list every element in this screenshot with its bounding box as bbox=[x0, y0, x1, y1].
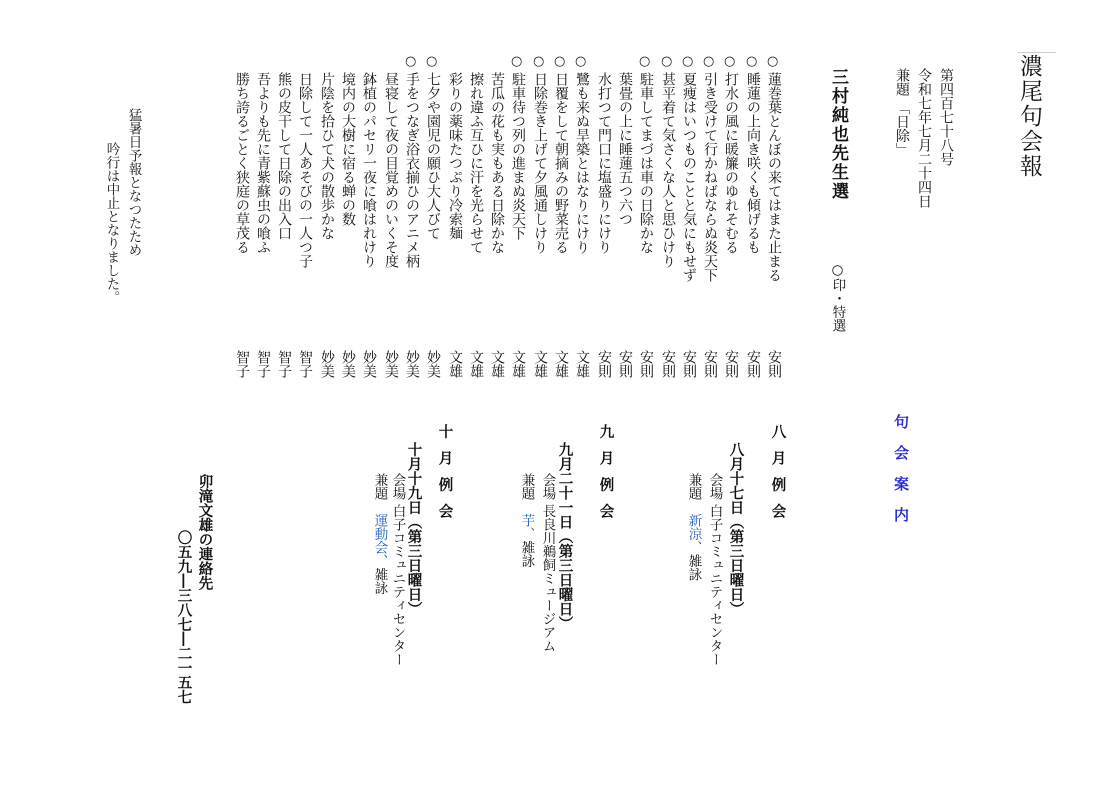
haiku-text: 葉畳の上に睡蓮五つ六つ bbox=[617, 72, 633, 226]
special-mark: ○ bbox=[405, 54, 417, 69]
haiku-text: 手をつなぎ浴衣揃ひのアニメ柄 bbox=[404, 72, 420, 268]
haiku-text: 日覆をして朝摘みの野菜売る bbox=[553, 72, 569, 254]
haiku-author: 妙美 bbox=[404, 350, 420, 378]
theme-rest: 雑詠 bbox=[685, 554, 702, 581]
special-mark: ○ bbox=[703, 54, 715, 69]
special-mark: ○ bbox=[533, 54, 545, 69]
haiku-author: 智子 bbox=[255, 350, 271, 378]
haiku-author: 文雄 bbox=[489, 350, 505, 378]
haiku-text: 境内の大樹に宿る蝉の数 bbox=[340, 72, 356, 226]
theme-label: 兼題 bbox=[685, 473, 702, 500]
haiku-author: 文雄 bbox=[468, 350, 484, 378]
special-mark: ○ bbox=[554, 54, 566, 69]
special-mark: ○ bbox=[746, 54, 758, 69]
haiku-author: 安則 bbox=[660, 350, 676, 378]
haiku-author: 妙美 bbox=[383, 350, 399, 378]
special-mark: ○ bbox=[767, 54, 779, 69]
haiku-text: 駐車してまづは車の日除かな bbox=[638, 72, 654, 254]
haiku-author: 智子 bbox=[234, 350, 250, 378]
haiku-text: 夏痩はいつものことと気にもせず bbox=[681, 72, 697, 282]
haiku-text: 片陰を拾ひて犬の散歩かな bbox=[319, 72, 335, 240]
haiku-author: 妙美 bbox=[361, 350, 377, 378]
haiku-author: 文雄 bbox=[447, 350, 463, 378]
haiku-author: 文雄 bbox=[510, 350, 526, 378]
theme-rest: 雑詠 bbox=[518, 540, 535, 568]
haiku-author: 妙美 bbox=[425, 350, 441, 378]
guide-title: 句会案内 bbox=[892, 414, 910, 538]
meeting-aug-venue: 会場 白子コミュニティセンター bbox=[706, 473, 723, 667]
haiku-author: 安則 bbox=[681, 350, 697, 378]
haiku-text: 甚平着て気さくな人と思ひけり bbox=[660, 72, 676, 268]
haiku-text: 苦瓜の花も実もある日除かな bbox=[489, 72, 505, 254]
selection-legend: ○印・特選 bbox=[829, 262, 846, 332]
special-mark: ○ bbox=[682, 54, 694, 69]
haiku-text: 熊の皮干して日除の出入口 bbox=[276, 72, 292, 240]
meeting-sep-venue: 会場 長良川鵜飼ミュージアム bbox=[539, 473, 556, 653]
meeting-aug-theme bbox=[686, 473, 700, 581]
title-rule bbox=[1018, 52, 1056, 53]
theme-keyword: 運動会、 bbox=[371, 513, 388, 568]
haiku-text: 駐車待つ列の進まぬ炎天下 bbox=[510, 72, 526, 240]
issue-number: 第四百七十八号 bbox=[938, 68, 954, 166]
haiku-author: 安則 bbox=[617, 350, 633, 378]
haiku-text: 鷺も来ぬ旱築とはなりにけり bbox=[574, 72, 590, 254]
haiku-author: 文雄 bbox=[553, 350, 569, 378]
haiku-author: 安則 bbox=[702, 350, 718, 378]
issue-date: 令和七年七月二十四日 bbox=[916, 68, 932, 208]
haiku-author: 安則 bbox=[766, 350, 782, 378]
haiku-author: 妙美 bbox=[340, 350, 356, 378]
meeting-sep-theme bbox=[519, 473, 533, 568]
contact-label: 卯滝文雄の連絡先 bbox=[196, 474, 214, 590]
haiku-author: 安則 bbox=[596, 350, 612, 378]
theme-rest: 雑詠 bbox=[371, 567, 388, 595]
haiku-text: 日除して一人あそびの一人つ子 bbox=[297, 72, 313, 268]
haiku-text: 勝ち誇るごとく狭庭の草茂る bbox=[234, 72, 250, 254]
notice-line-1: 猛暑日予報となつたため bbox=[125, 108, 142, 257]
special-mark: ○ bbox=[426, 54, 438, 69]
haiku-author: 妙美 bbox=[319, 350, 335, 378]
meeting-oct-date: 十月十九日（第三日曜日） bbox=[405, 442, 423, 616]
notice-line-2: 吟行は中止となりました。 bbox=[103, 142, 120, 304]
haiku-text: 日除巻き上げて夕風通しけり bbox=[532, 72, 548, 254]
haiku-author: 安則 bbox=[638, 350, 654, 378]
meeting-oct-theme bbox=[372, 473, 386, 595]
haiku-text: 擦れ違ふ互ひに汗を光らせて bbox=[468, 72, 484, 254]
haiku-author: 文雄 bbox=[532, 350, 548, 378]
special-mark: ○ bbox=[661, 54, 673, 69]
theme-label: 兼題 bbox=[371, 473, 388, 500]
special-mark: ○ bbox=[575, 54, 587, 69]
theme-keyword: 芋、 bbox=[518, 513, 535, 541]
haiku-author: 智子 bbox=[276, 350, 292, 378]
special-mark: ○ bbox=[724, 54, 736, 69]
haiku-text: 吾よりも先に青紫蘇虫の喰ふ bbox=[255, 72, 271, 254]
haiku-text: 彩りの薬味たつぷり冷索麺 bbox=[447, 72, 463, 240]
meeting-oct-heading: 十月例会 bbox=[436, 424, 454, 530]
selection-heading: 三村純也先生選 bbox=[828, 68, 848, 201]
haiku-text: 睡蓮の上向き咲くも傾げるも bbox=[745, 72, 761, 254]
haiku-text: 水打つて門口に塩盛りにけり bbox=[596, 72, 612, 254]
meeting-aug-date: 八月十七日（第三日曜日） bbox=[727, 442, 745, 616]
theme-keyword: 新涼、 bbox=[685, 513, 702, 554]
haiku-text: 七夕や園児の願ひ大人びて bbox=[425, 72, 441, 240]
issue-theme: 兼題 「日除」 bbox=[894, 68, 910, 157]
haiku-text: 蓮巻葉とんぼの来てはまた止まる bbox=[766, 72, 782, 282]
haiku-author: 安則 bbox=[723, 350, 739, 378]
contact-phone: 〇五九―三八七―二一五七 bbox=[175, 530, 193, 704]
theme-label: 兼題 bbox=[518, 473, 535, 500]
haiku-author: 安則 bbox=[745, 350, 761, 378]
meeting-aug-heading: 八月例会 bbox=[769, 424, 787, 530]
haiku-author: 文雄 bbox=[574, 350, 590, 378]
haiku-text: 引き受けて行かねばならぬ炎天下 bbox=[702, 72, 718, 282]
newsletter-title: 濃尾句会報 bbox=[1016, 54, 1042, 179]
haiku-text: 昼寝して夜の目覚めのいくそ度 bbox=[383, 72, 399, 268]
special-mark: ○ bbox=[511, 54, 523, 69]
meeting-oct-venue: 会場 白子コミュニティセンター bbox=[389, 473, 406, 667]
meeting-sep-heading: 九月例会 bbox=[597, 424, 615, 530]
haiku-author: 智子 bbox=[297, 350, 313, 378]
haiku-text: 鉢植のパセリ一夜に喰はれけり bbox=[361, 72, 377, 268]
haiku-text: 打水の風に暖簾のゆれそむる bbox=[723, 72, 739, 254]
meeting-sep-date: 九月二十一日（第三日曜日） bbox=[556, 442, 574, 631]
special-mark: ○ bbox=[639, 54, 651, 69]
